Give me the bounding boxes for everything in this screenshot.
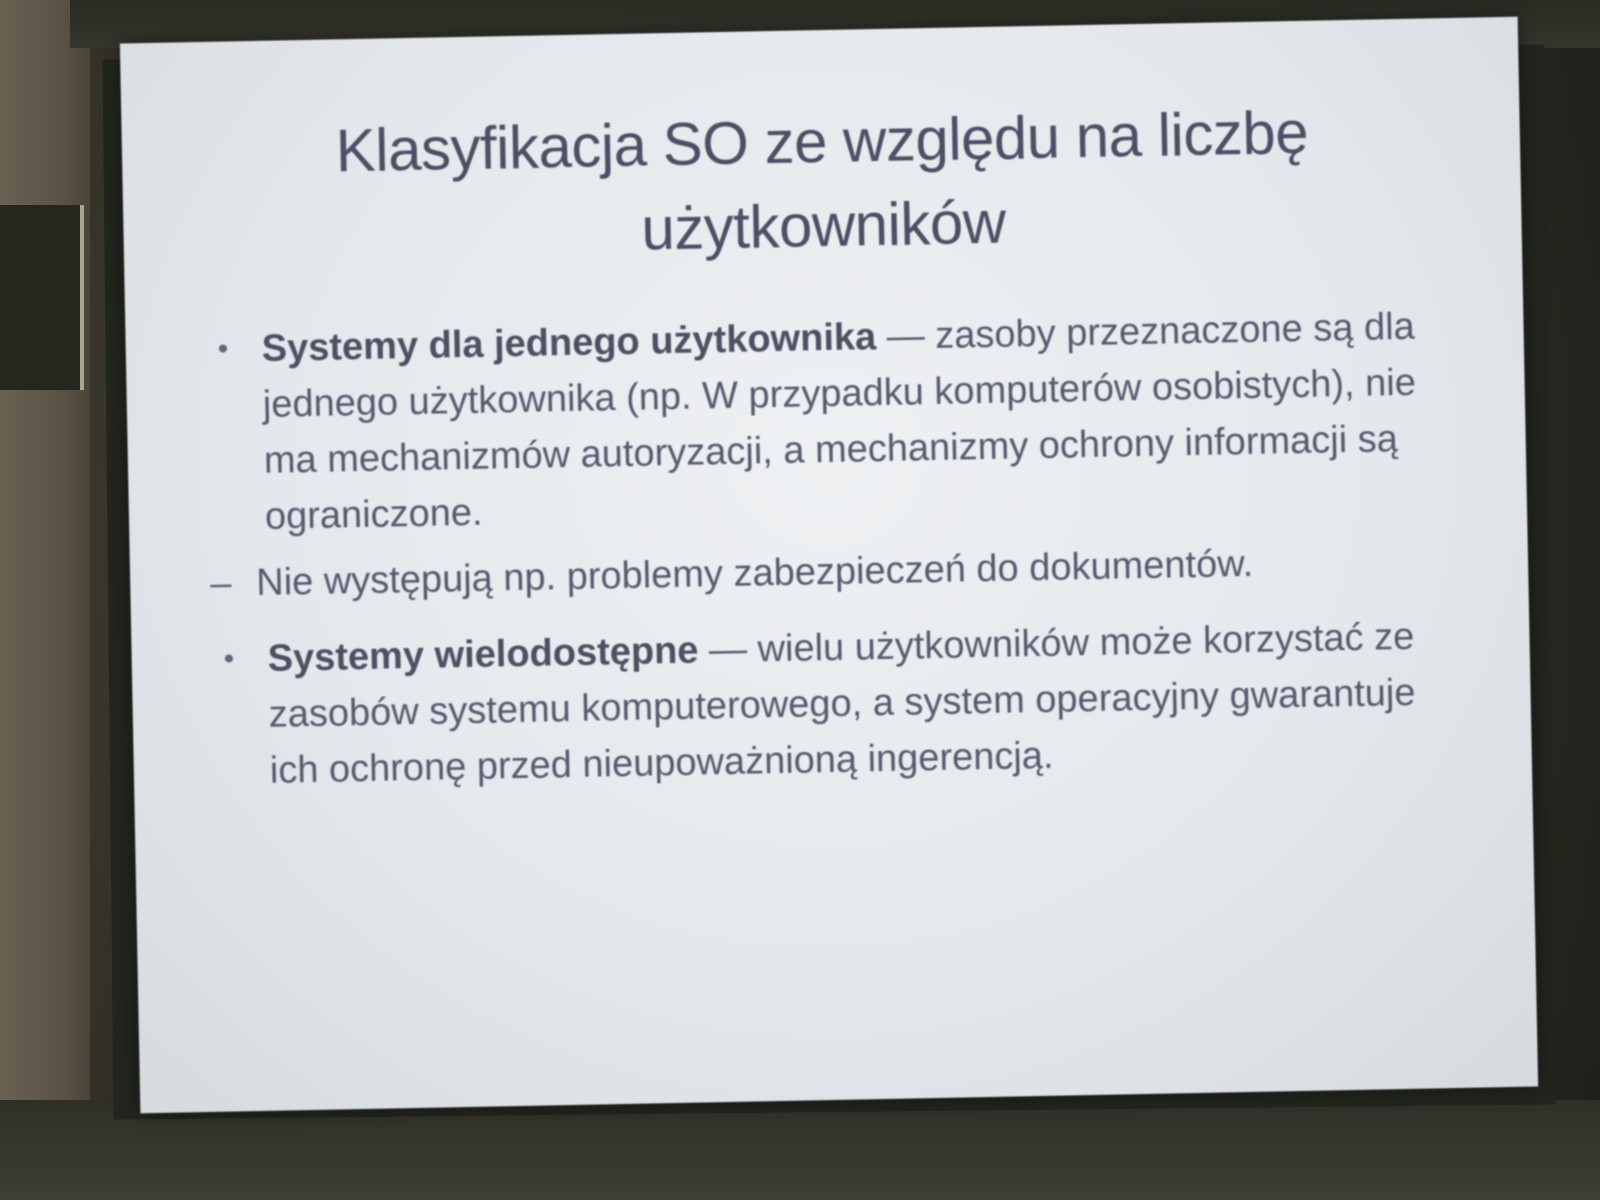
subitem-no-security-problems bbox=[210, 532, 1441, 612]
bullet-single-user bbox=[215, 298, 1439, 545]
projected-slide bbox=[120, 17, 1538, 1114]
bullet-separator: — bbox=[698, 628, 758, 672]
bullet-text: zasoby przeznaczone są dla jednego użytkownika (np. W przypadku komputerów osobistych), nie ma mechanizmów autoryzacji, a mechanizmy ochrony informacji są ograniczone. bbox=[262, 305, 1417, 538]
wall-panel bbox=[0, 205, 84, 390]
bullet-text: wielu użytkowników może korzystać ze zasobów systemu komputerowego, a system operacyjny gwarantuje ich ochronę przed nieupoważnioną ingerencją. bbox=[268, 615, 1416, 792]
slide-content bbox=[209, 298, 1444, 809]
bullet-term: Systemy dla jednego użytkownika bbox=[261, 316, 877, 370]
subitem-text: Nie występują np. problemy zabezpieczeń do dokumentów. bbox=[255, 542, 1254, 604]
bullet-marker: • bbox=[223, 642, 235, 676]
dash-marker: – bbox=[209, 562, 232, 605]
slide-title: Klasyfikacja SO ze względu na liczbę użytkowników bbox=[335, 98, 1309, 263]
bullet-separator: — bbox=[875, 314, 936, 359]
bullet-marker: • bbox=[217, 332, 229, 366]
bullet-multi-user bbox=[221, 608, 1444, 799]
wall-left bbox=[0, 0, 90, 1200]
bullet-term: Systemy wielodostępne bbox=[267, 629, 699, 680]
